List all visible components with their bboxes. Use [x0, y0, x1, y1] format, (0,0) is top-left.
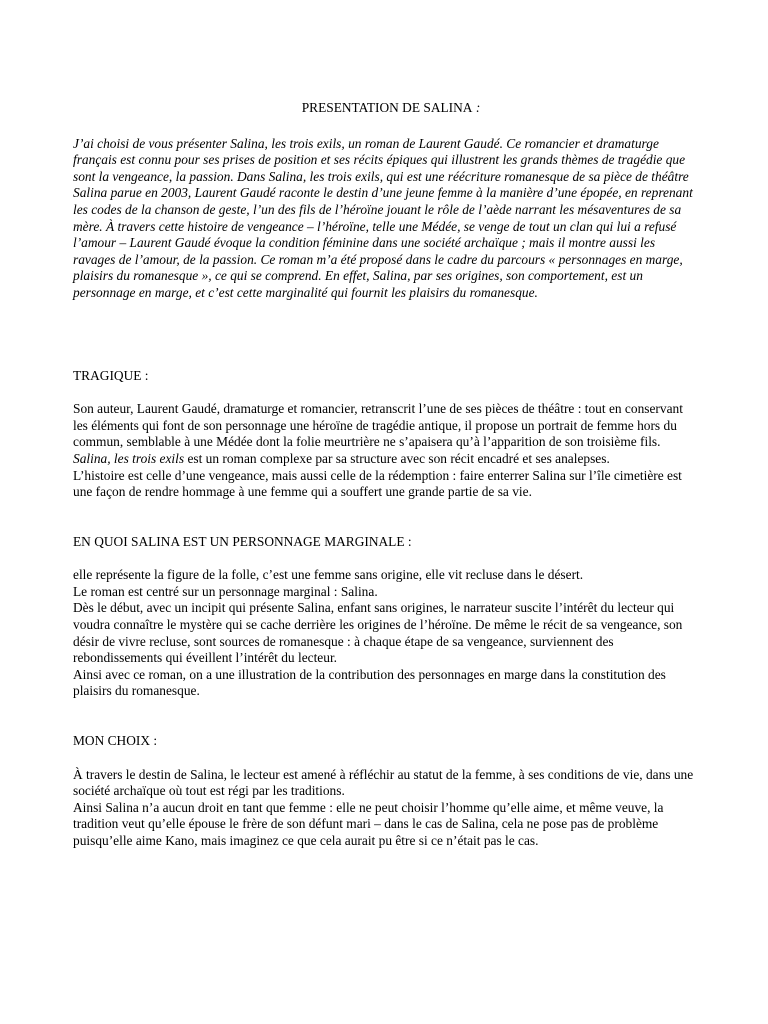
tragique-text-a: Son auteur, Laurent Gaudé, dramaturge et romancier, retranscrit l’une de ses pièces de théâtre : tout en conservant les éléments qui font de son personnage une héroïne de tragédie antique, il propose un portrait de femme hors du commun, semblable à une Médée dont la folie meurtrière ne s’apaisera qu’à l’apparition de son troisième fils.: [73, 401, 683, 450]
tragique-paragraph-1: [73, 401, 699, 467]
marginale-paragraph-3: Dès le début, avec un incipit qui présente Salina, enfant sans origines, le narrateur suscite l’intérêt du lecteur qui voudra connaître le mystère qui se cache derrière les origines de l’héroïne. De même le récit de sa vengeance, son désir de vivre recluse, sont sources de romanesque : à chaque étape de sa vengeance, surviennent des rebondissements qui éveillent l’intérêt du lecteur.: [73, 600, 683, 666]
marginale-paragraph-4: Ainsi avec ce roman, on a une illustration de la contribution des personnages en marge dans la constitution des plaisirs du romanesque.: [73, 666, 666, 699]
section-heading-tragique: TRAGIQUE :: [73, 367, 149, 383]
document-title-text: PRESENTATION DE SALINA: [301, 100, 473, 115]
choix-paragraph-1: À travers le destin de Salina, le lecteur est amené à réfléchir au statut de la femme, à ses conditions de vie, dans une société archaïque où tout est régi par les traditions.: [73, 766, 694, 799]
tragique-text-b: est un roman complexe par sa structure avec son récit encadré et ses analepses.: [184, 450, 610, 466]
intro-paragraph: J’ai choisi de vous présenter Salina, les trois exils, un roman de Laurent Gaudé. Ce romancier et dramaturge français est connu pour ses prises de position et ses récits épiques qui illustrent les grands thèmes de tragédie que sont la vengeance, la passion. Dans Salina, les trois exils, qui est une réécriture romanesque de sa pièce de théâtre Salina parue en 2003, Laurent Gaudé raconte le destin d’une jeune femme à la manière d’une épopée, en reprenant les codes de la chanson de geste, l’un des fils de l’héroïne jouant le rôle de l’aède narrant les mésaventures de sa mère. À travers cette histoire de vengeance – l’héroïne, telle une Médée, se venge de tout un clan qui lui a refusé l’amour – Laurent Gaudé évoque la condition féminine dans une société archaïque ; mais il montre aussi les ravages de l’amour, de la passion. Ce roman m’a été proposé dans le cadre du parcours « personnages en marge, plaisirs du romanesque », ce qui se comprend. En effet, Salina, par ses origines, son comportement, est un personnage en marge, et c’est cette marginalité qui fournit les plaisirs du romanesque.: [73, 135, 693, 300]
tragique-paragraph-2: L’histoire est celle d’une vengeance, mais aussi celle de la rédemption : faire enterrer Salina sur l’île cimetière est une façon de rendre hommage à une femme qui a souffert une grande partie de sa vie.: [73, 467, 682, 500]
marginale-paragraph-1: elle représente la figure de la folle, c’est une femme sans origine, elle vit recluse dans le désert.: [73, 567, 584, 583]
book-title-italic: Salina, les trois exils: [73, 450, 185, 466]
section-heading-marginale: EN QUOI SALINA EST UN PERSONNAGE MARGINALE :: [73, 533, 412, 549]
choix-paragraph-2: Ainsi Salina n’a aucun droit en tant que femme : elle ne peut choisir l’homme qu’elle aime, et même veuve, la tradition veut qu’elle épouse le frère de son défunt mari – dans le cas de Salina, cela ne pose pas de problème puisqu’elle aime Kano, mais imaginez ce que cela aurait pu être si ce n’était pas le cas.: [73, 799, 664, 848]
document-title-colon: :: [472, 100, 481, 115]
section-heading-choix: MON CHOIX :: [73, 733, 158, 749]
document-title: [73, 100, 699, 117]
document-page: [73, 100, 699, 850]
marginale-paragraph-2: Le roman est centré sur un personnage marginal : Salina.: [73, 583, 378, 599]
